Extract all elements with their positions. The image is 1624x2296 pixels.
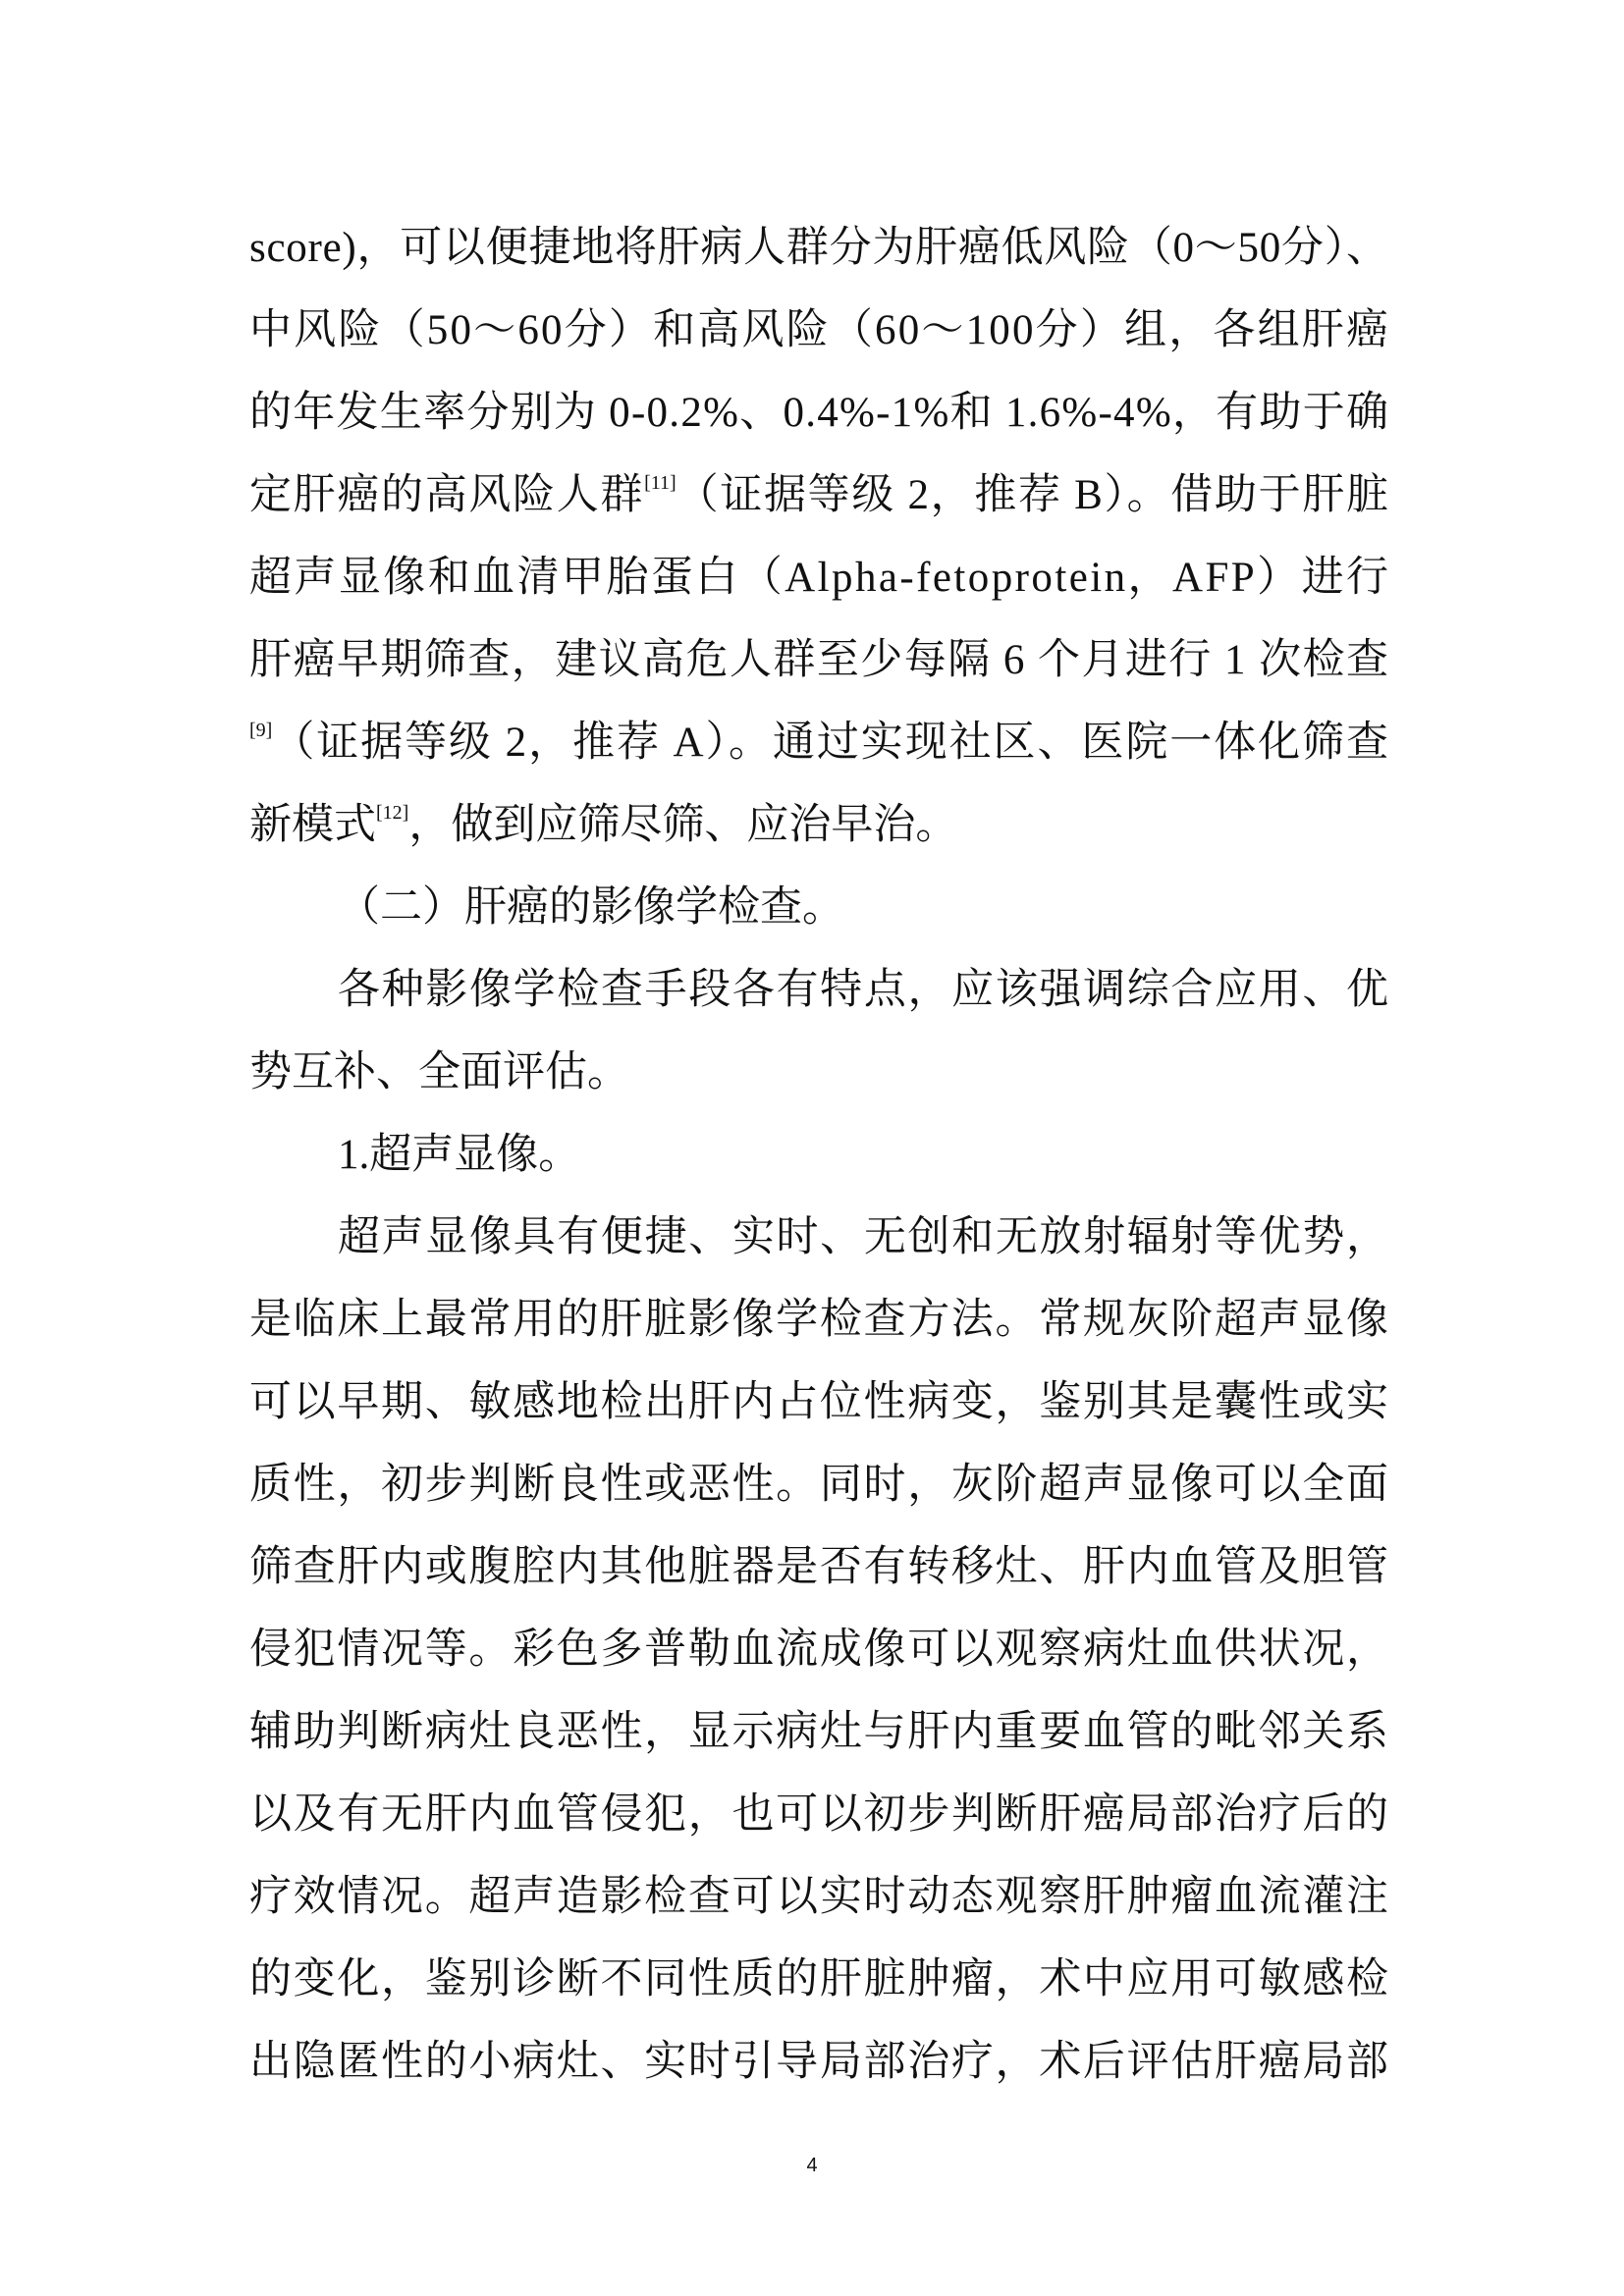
text-line — [249, 1362, 1388, 1444]
line-text: 肝癌早期筛查，建议高危人群至少每隔 6 个月进行 1 次检查 — [249, 637, 1390, 683]
citation-superscript: [12] — [376, 802, 409, 824]
paragraph — [249, 949, 1388, 1114]
text-line — [249, 1279, 1388, 1362]
line-text: 侵犯情况等。彩色多普勒血流成像可以观察病灶血供状况， — [249, 1627, 1390, 1673]
line-text-segment: ，做到应筛尽筛、应治早治。 — [408, 802, 958, 848]
text-line — [249, 1856, 1388, 1939]
text-line — [249, 1774, 1388, 1856]
text-line — [249, 290, 1391, 372]
section-heading-text: （二）肝癌的影像学检查。 — [338, 884, 844, 931]
line-text-segment: （证据等级 2，推荐 A）。通过实现社区、医院一体化筛查 — [272, 720, 1390, 766]
line-text: score)，可以便捷地将肝病人群分为肝癌低风险（0～50分）、 — [249, 225, 1389, 271]
line-text — [249, 784, 957, 867]
line-text: 势互补、全面评估。 — [249, 1049, 629, 1095]
line-text — [249, 454, 1390, 537]
line-text: 以及有无肝内血管侵犯，也可以初步判断肝癌局部治疗后的 — [249, 1791, 1390, 1838]
line-text: 超声显像具有便捷、实时、无创和无放射辐射等优势， — [338, 1214, 1390, 1260]
citation-superscript: [9] — [249, 720, 273, 741]
line-text: 质性，初步判断良性或恶性。同时，灰阶超声显像可以全面 — [249, 1462, 1390, 1508]
text-column — [249, 207, 1391, 2104]
line-text: 出隐匿性的小病灶、实时引导局部治疗，术后评估肝癌局部 — [249, 2039, 1390, 2085]
paragraph — [249, 1197, 1388, 2104]
text-line — [249, 1444, 1388, 1526]
text-line — [249, 702, 1388, 784]
text-line — [249, 207, 1388, 290]
line-text: 的年发生率分别为 0-0.2%、0.4%-1%和 1.6%-4%，有助于确 — [249, 390, 1390, 436]
text-line — [249, 372, 1388, 454]
paragraph — [249, 207, 1391, 867]
section-heading — [338, 867, 1388, 949]
line-text-segment: 新模式 — [249, 802, 376, 848]
page-number: 4 — [806, 2155, 818, 2176]
text-line — [249, 1939, 1388, 2021]
text-line — [249, 1691, 1388, 1774]
line-text: 是临床上最常用的肝脏影像学检查方法。常规灰阶超声显像 — [249, 1297, 1390, 1343]
text-line — [249, 619, 1388, 702]
line-text: 疗效情况。超声造影检查可以实时动态观察肝肿瘤血流灌注 — [249, 1874, 1390, 1920]
line-text: 筛查肝内或腹腔内其他脏器是否有转移灶、肝内血管及胆管 — [249, 1544, 1390, 1590]
line-text: 辅助判断病灶良恶性，显示病灶与肝内重要血管的毗邻关系 — [249, 1709, 1390, 1755]
line-text-segment: 定肝癌的高风险人群 — [249, 472, 645, 518]
text-line — [338, 1197, 1388, 1279]
line-text: 的变化，鉴别诊断不同性质的肝脏肿瘤，术中应用可敏感检 — [249, 1956, 1390, 2002]
text-line — [338, 949, 1388, 1032]
line-text: 各种影像学检查手段各有特点，应该强调综合应用、优 — [338, 967, 1390, 1013]
text-line — [249, 1609, 1388, 1691]
text-line — [249, 2021, 1388, 2104]
line-text: 中风险（50～60分）和高风险（60～100分）组，各组肝癌 — [249, 307, 1391, 353]
text-line — [249, 1032, 1388, 1114]
subsection-heading-text: 1.超声显像。 — [338, 1132, 581, 1178]
line-text-segment: （证据等级 2，推荐 B）。借助于肝脏 — [676, 472, 1390, 518]
text-line — [249, 537, 1391, 619]
text-line — [249, 1526, 1388, 1609]
text-line — [249, 454, 1388, 537]
subsection-heading — [338, 1114, 1388, 1197]
line-text: 可以早期、敏感地检出肝内占位性病变，鉴别其是囊性或实 — [249, 1379, 1390, 1425]
citation-superscript: [11] — [644, 472, 677, 494]
line-text: 超声显像和血清甲胎蛋白（Alpha-fetoprotein，AFP）进行 — [249, 555, 1391, 601]
line-text — [249, 702, 1390, 784]
text-line — [249, 784, 1388, 867]
